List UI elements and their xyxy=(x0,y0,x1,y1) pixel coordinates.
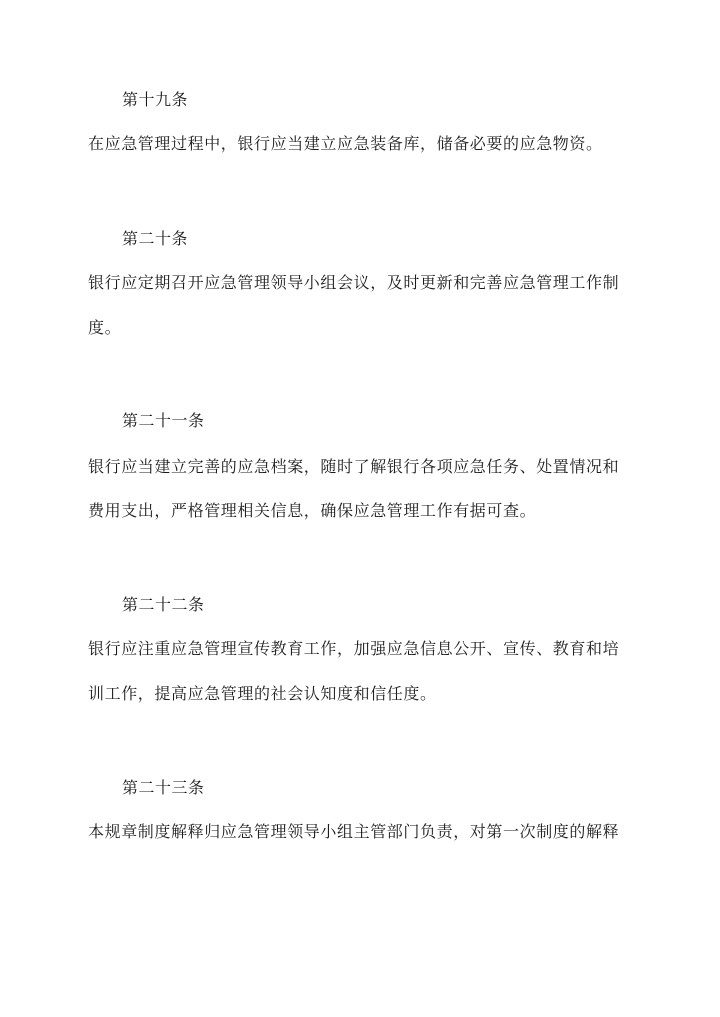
article-text-line: 本规章制度解释归应急管理领导小组主管部门负责，对第一次制度的解释 xyxy=(88,822,620,841)
article-heading: 第二十二条 xyxy=(122,595,205,614)
article-heading: 第二十一条 xyxy=(122,411,205,430)
article-heading: 第二十三条 xyxy=(122,778,205,797)
article-text-line: 在应急管理过程中，银行应当建立应急装备库，储备必要的应急物资。 xyxy=(88,134,603,153)
article-text-line: 银行应当建立完善的应急档案，随时了解银行各项应急任务、处置情况和 xyxy=(88,457,620,476)
article-text-line: 银行应定期召开应急管理领导小组会议，及时更新和完善应急管理工作制 xyxy=(88,273,620,292)
article-text-line: 银行应注重应急管理宣传教育工作，加强应急信息公开、宣传、教育和培 xyxy=(88,639,620,658)
article-text-line: 度。 xyxy=(88,318,122,337)
article-heading: 第二十条 xyxy=(122,229,189,248)
article-text-line: 费用支出，严格管理相关信息，确保应急管理工作有据可查。 xyxy=(88,501,537,520)
article-text-line: 训工作，提高应急管理的社会认知度和信任度。 xyxy=(88,684,437,703)
article-heading: 第十九条 xyxy=(122,90,189,109)
